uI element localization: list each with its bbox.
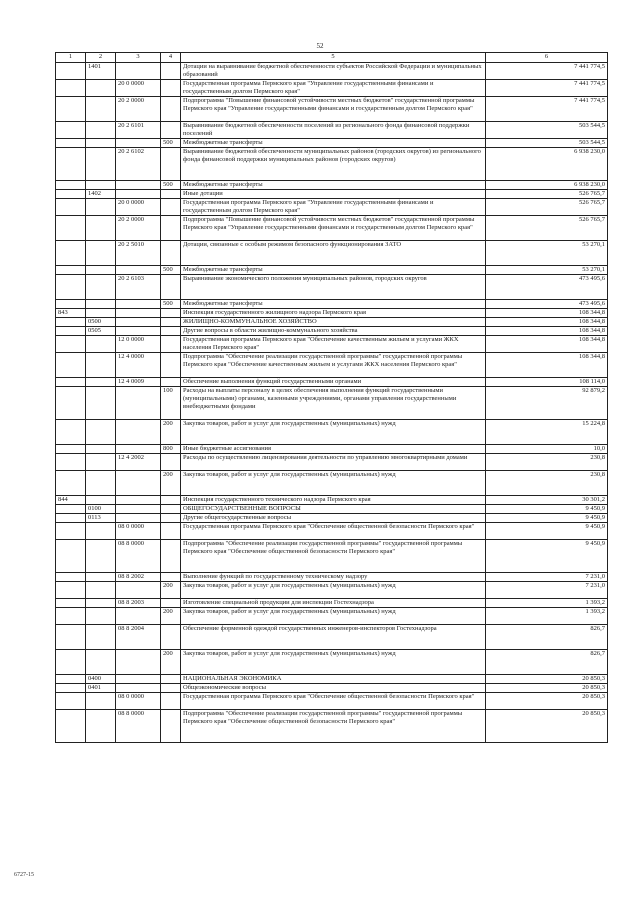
cell-ministry-code: 844 [56, 496, 86, 505]
table-row [56, 300, 608, 309]
cell-target-article [116, 266, 161, 275]
cell-amount: 53 270,1 [486, 241, 608, 266]
cell-ministry-code [56, 336, 86, 353]
cell-item-name: Межбюджетные трансферты [181, 266, 486, 275]
cell-section-code [86, 199, 116, 216]
cell-section-code: 0505 [86, 327, 116, 336]
table-row [56, 650, 608, 675]
cell-item-name: ЖИЛИЩНО-КОММУНАЛЬНОЕ ХОЗЯЙСТВО [181, 318, 486, 327]
cell-expense-type [161, 573, 181, 582]
table-body [56, 63, 608, 743]
cell-expense-type [161, 684, 181, 693]
cell-ministry-code [56, 684, 86, 693]
cell-target-article: 08 8 2003 [116, 599, 161, 608]
table-row [56, 139, 608, 148]
cell-target-article [116, 675, 161, 684]
cell-item-name: Закупка товаров, работ и услуг для государственных (муниципальных) нужд [181, 420, 486, 445]
cell-ministry-code [56, 454, 86, 471]
cell-target-article: 20 2 0000 [116, 97, 161, 122]
cell-section-code: 1401 [86, 63, 116, 80]
cell-target-article: 08 8 2002 [116, 573, 161, 582]
cell-item-name: Выравнивание бюджетной обеспеченности поселений из регионального фонда финансовой поддержки поселений [181, 122, 486, 139]
cell-ministry-code [56, 241, 86, 266]
cell-section-code [86, 97, 116, 122]
cell-target-article [116, 139, 161, 148]
cell-item-name: Подпрограмма "Обеспечение реализации государственной программы" государственной программы Пермского края "Обеспечение общественной безопасности Пермского края" [181, 540, 486, 573]
cell-item-name: Изготовление специальной продукции для инспекции Гостехнадзора [181, 599, 486, 608]
table-row [56, 190, 608, 199]
cell-expense-type [161, 496, 181, 505]
table-row [56, 540, 608, 573]
cell-ministry-code [56, 181, 86, 190]
table-row [56, 471, 608, 496]
cell-section-code [86, 266, 116, 275]
cell-amount: 20 850,3 [486, 710, 608, 743]
table-row [56, 523, 608, 540]
cell-expense-type [161, 454, 181, 471]
cell-amount: 1 393,2 [486, 608, 608, 625]
cell-expense-type [161, 336, 181, 353]
cell-expense-type: 800 [161, 445, 181, 454]
cell-expense-type: 100 [161, 387, 181, 420]
cell-expense-type: 200 [161, 650, 181, 675]
cell-target-article [116, 181, 161, 190]
table-row [56, 599, 608, 608]
table-row [56, 625, 608, 650]
cell-ministry-code [56, 445, 86, 454]
cell-item-name: Иные бюджетные ассигнования [181, 445, 486, 454]
cell-expense-type: 200 [161, 608, 181, 625]
cell-section-code: 1402 [86, 190, 116, 199]
cell-expense-type: 500 [161, 181, 181, 190]
cell-expense-type [161, 275, 181, 300]
cell-section-code [86, 608, 116, 625]
table-row [56, 266, 608, 275]
cell-amount: 6 938 230,0 [486, 181, 608, 190]
cell-expense-type [161, 80, 181, 97]
cell-ministry-code [56, 710, 86, 743]
cell-ministry-code [56, 148, 86, 181]
cell-target-article: 08 8 2004 [116, 625, 161, 650]
cell-expense-type [161, 505, 181, 514]
cell-item-name: Дотации, связанные с особым режимом безопасного функционирования ЗАТО [181, 241, 486, 266]
cell-item-name: Расходы по осуществлению лицензирования деятельности по управлению многоквартирными домами [181, 454, 486, 471]
cell-expense-type [161, 540, 181, 573]
cell-amount: 108 344,8 [486, 353, 608, 378]
cell-ministry-code [56, 514, 86, 523]
cell-target-article: 12 4 0000 [116, 353, 161, 378]
cell-ministry-code [56, 582, 86, 599]
cell-ministry-code [56, 318, 86, 327]
cell-ministry-code [56, 387, 86, 420]
cell-amount: 9 450,9 [486, 514, 608, 523]
cell-target-article [116, 327, 161, 336]
budget-table [55, 52, 608, 743]
cell-expense-type [161, 199, 181, 216]
cell-ministry-code [56, 275, 86, 300]
cell-ministry-code [56, 420, 86, 445]
cell-amount: 108 344,8 [486, 309, 608, 318]
cell-expense-type: 500 [161, 300, 181, 309]
table-row [56, 275, 608, 300]
cell-section-code [86, 309, 116, 318]
cell-amount: 9 450,9 [486, 540, 608, 573]
cell-amount: 473 495,6 [486, 275, 608, 300]
cell-amount: 526 765,7 [486, 199, 608, 216]
cell-item-name: Подпрограмма "Повышение финансовой устойчивости местных бюджетов" государственной программы Пермского края "Управление государственными финансами и государственным долгом Пермского края" [181, 97, 486, 122]
cell-target-article: 20 2 6101 [116, 122, 161, 139]
cell-target-article [116, 309, 161, 318]
cell-amount: 108 344,8 [486, 318, 608, 327]
cell-target-article [116, 318, 161, 327]
cell-amount: 503 544,5 [486, 139, 608, 148]
cell-expense-type [161, 190, 181, 199]
cell-item-name: Государственная программа Пермского края "Управление государственными финансами и государственным долгом Пермского края" [181, 80, 486, 97]
cell-section-code [86, 625, 116, 650]
cell-amount: 7 441 774,5 [486, 63, 608, 80]
cell-expense-type [161, 309, 181, 318]
cell-section-code: 0100 [86, 505, 116, 514]
cell-item-name: Инспекция государственного жилищного надзора Пермского края [181, 309, 486, 318]
cell-section-code: 0500 [86, 318, 116, 327]
cell-item-name: Межбюджетные трансферты [181, 300, 486, 309]
cell-amount: 7 231,0 [486, 582, 608, 599]
table-row [56, 693, 608, 710]
cell-target-article [116, 471, 161, 496]
cell-ministry-code [56, 378, 86, 387]
cell-item-name: Закупка товаров, работ и услуг для государственных (муниципальных) нужд [181, 608, 486, 625]
cell-section-code [86, 582, 116, 599]
cell-target-article: 20 2 5010 [116, 241, 161, 266]
cell-amount: 108 344,8 [486, 336, 608, 353]
cell-expense-type [161, 378, 181, 387]
cell-ministry-code [56, 199, 86, 216]
cell-item-name: Государственная программа Пермского края "Обеспечение общественной безопасности Пермского края" [181, 693, 486, 710]
cell-item-name: Другие общегосударственные вопросы [181, 514, 486, 523]
cell-amount: 7 441 774,5 [486, 80, 608, 97]
cell-amount: 503 544,5 [486, 122, 608, 139]
cell-section-code [86, 693, 116, 710]
cell-amount: 473 495,6 [486, 300, 608, 309]
cell-expense-type [161, 625, 181, 650]
table-row [56, 573, 608, 582]
cell-ministry-code [56, 599, 86, 608]
cell-section-code [86, 80, 116, 97]
cell-target-article [116, 300, 161, 309]
cell-section-code [86, 275, 116, 300]
table-row [56, 420, 608, 445]
cell-expense-type [161, 122, 181, 139]
cell-expense-type [161, 148, 181, 181]
cell-amount: 526 765,7 [486, 216, 608, 241]
cell-section-code [86, 378, 116, 387]
table-row [56, 684, 608, 693]
cell-ministry-code [56, 139, 86, 148]
cell-section-code [86, 523, 116, 540]
cell-item-name: Межбюджетные трансферты [181, 139, 486, 148]
cell-expense-type [161, 514, 181, 523]
cell-expense-type [161, 353, 181, 378]
cell-amount: 15 224,8 [486, 420, 608, 445]
cell-target-article [116, 582, 161, 599]
cell-item-name: Расходы на выплаты персоналу в целях обеспечения выполнения функций государственными (муниципальными) органами, казенными учреждениями, органами управления государственными внебюджетными фондами [181, 387, 486, 420]
cell-amount: 826,7 [486, 625, 608, 650]
cell-item-name: Межбюджетные трансферты [181, 181, 486, 190]
cell-expense-type [161, 327, 181, 336]
cell-item-name: Закупка товаров, работ и услуг для государственных (муниципальных) нужд [181, 650, 486, 675]
cell-expense-type [161, 216, 181, 241]
cell-ministry-code [56, 675, 86, 684]
header-col-2: 2 [86, 53, 116, 63]
table-row [56, 387, 608, 420]
header-col-1: 1 [56, 53, 86, 63]
cell-item-name: Государственная программа Пермского края "Обеспечение качественным жильем и услугами ЖКХ населения Пермского края" [181, 336, 486, 353]
cell-item-name: Общеэкономические вопросы [181, 684, 486, 693]
cell-item-name: Закупка товаров, работ и услуг для государственных (муниципальных) нужд [181, 582, 486, 599]
cell-item-name: Государственная программа Пермского края "Обеспечение общественной безопасности Пермского края" [181, 523, 486, 540]
table-row [56, 378, 608, 387]
cell-amount: 20 850,3 [486, 675, 608, 684]
table-row [56, 122, 608, 139]
cell-target-article [116, 505, 161, 514]
cell-ministry-code: 843 [56, 309, 86, 318]
table-row [56, 216, 608, 241]
cell-amount: 826,7 [486, 650, 608, 675]
cell-ministry-code [56, 216, 86, 241]
cell-amount: 108 344,8 [486, 327, 608, 336]
cell-section-code [86, 241, 116, 266]
cell-expense-type [161, 599, 181, 608]
table-row [56, 445, 608, 454]
header-col-4: 4 [161, 53, 181, 63]
cell-amount: 9 450,9 [486, 505, 608, 514]
cell-ministry-code [56, 122, 86, 139]
cell-target-article [116, 387, 161, 420]
cell-target-article: 12 4 0009 [116, 378, 161, 387]
cell-item-name: Обеспечение форменной одеждой государственных инженеров-инспекторов Гостехнадзора [181, 625, 486, 650]
cell-amount: 53 270,1 [486, 266, 608, 275]
cell-amount: 7 441 774,5 [486, 97, 608, 122]
cell-amount: 30 301,2 [486, 496, 608, 505]
cell-target-article: 08 0 0000 [116, 693, 161, 710]
cell-section-code [86, 148, 116, 181]
cell-item-name: Закупка товаров, работ и услуг для государственных (муниципальных) нужд [181, 471, 486, 496]
table-row [56, 241, 608, 266]
cell-target-article: 20 0 0000 [116, 80, 161, 97]
cell-ministry-code [56, 266, 86, 275]
cell-target-article [116, 496, 161, 505]
cell-item-name: Государственная программа Пермского края "Управление государственными финансами и государственным долгом Пермского края" [181, 199, 486, 216]
cell-expense-type [161, 710, 181, 743]
cell-amount: 92 879,2 [486, 387, 608, 420]
cell-target-article: 20 0 0000 [116, 199, 161, 216]
header-col-6: 6 [486, 53, 608, 63]
cell-expense-type: 500 [161, 139, 181, 148]
table-row [56, 505, 608, 514]
cell-target-article: 12 0 0000 [116, 336, 161, 353]
cell-ministry-code [56, 505, 86, 514]
cell-section-code [86, 216, 116, 241]
cell-section-code [86, 353, 116, 378]
table-row [56, 181, 608, 190]
cell-ministry-code [56, 573, 86, 582]
cell-item-name: Выравнивание экономического положения муниципальных районов, городских округов [181, 275, 486, 300]
table-row [56, 675, 608, 684]
cell-expense-type [161, 63, 181, 80]
cell-ministry-code [56, 97, 86, 122]
cell-amount: 20 850,3 [486, 684, 608, 693]
table-row [56, 710, 608, 743]
cell-amount: 7 231,0 [486, 573, 608, 582]
table-row [56, 80, 608, 97]
cell-amount: 20 850,3 [486, 693, 608, 710]
cell-section-code [86, 471, 116, 496]
cell-amount: 10,0 [486, 445, 608, 454]
table-row [56, 582, 608, 599]
cell-target-article [116, 684, 161, 693]
cell-item-name: Выполнение функций по государственному техническому надзору [181, 573, 486, 582]
table-row [56, 353, 608, 378]
cell-section-code: 0401 [86, 684, 116, 693]
cell-expense-type [161, 241, 181, 266]
cell-ministry-code [56, 300, 86, 309]
cell-amount: 1 393,2 [486, 599, 608, 608]
cell-section-code [86, 540, 116, 573]
cell-section-code [86, 650, 116, 675]
cell-section-code: 0400 [86, 675, 116, 684]
cell-target-article [116, 63, 161, 80]
cell-target-article: 08 8 0000 [116, 540, 161, 573]
cell-expense-type: 200 [161, 420, 181, 445]
cell-target-article [116, 420, 161, 445]
cell-expense-type [161, 693, 181, 710]
cell-item-name: Обеспечение выполнения функций государственными органами [181, 378, 486, 387]
cell-expense-type [161, 675, 181, 684]
cell-expense-type: 200 [161, 582, 181, 599]
table-row [56, 496, 608, 505]
table-row [56, 63, 608, 80]
cell-amount: 108 114,0 [486, 378, 608, 387]
cell-amount: 9 450,9 [486, 523, 608, 540]
cell-item-name: Дотации на выравнивание бюджетной обеспеченности субъектов Российской Федерации и муниципальных образований [181, 63, 486, 80]
cell-target-article: 20 2 0000 [116, 216, 161, 241]
cell-expense-type [161, 97, 181, 122]
cell-target-article: 20 2 6103 [116, 275, 161, 300]
header-col-5: 5 [181, 53, 486, 63]
cell-target-article [116, 445, 161, 454]
cell-ministry-code [56, 80, 86, 97]
table-row [56, 514, 608, 523]
table-row [56, 309, 608, 318]
cell-ministry-code [56, 540, 86, 573]
table-row [56, 199, 608, 216]
cell-ministry-code [56, 471, 86, 496]
cell-section-code [86, 496, 116, 505]
footer-code: 6727-15 [14, 872, 34, 878]
cell-item-name: Инспекция государственного технического надзора Пермского края [181, 496, 486, 505]
cell-item-name: Иные дотации [181, 190, 486, 199]
cell-target-article [116, 190, 161, 199]
cell-section-code [86, 181, 116, 190]
cell-item-name: НАЦИОНАЛЬНАЯ ЭКОНОМИКА [181, 675, 486, 684]
page-number: 52 [316, 42, 324, 50]
cell-target-article [116, 514, 161, 523]
cell-expense-type: 200 [161, 471, 181, 496]
table-row [56, 454, 608, 471]
cell-amount: 526 765,7 [486, 190, 608, 199]
cell-item-name: Другие вопросы в области жилищно-коммунального хозяйства [181, 327, 486, 336]
cell-item-name: Подпрограмма "Обеспечение реализации государственной программы" государственной программы Пермского края "Обеспечение качественным жильем и услугами ЖКХ населения Пермского края" [181, 353, 486, 378]
cell-amount: 6 938 230,0 [486, 148, 608, 181]
cell-ministry-code [56, 63, 86, 80]
cell-section-code [86, 122, 116, 139]
cell-item-name: Подпрограмма "Обеспечение реализации государственной программы" государственной программы Пермского края "Обеспечение общественной безопасности Пермского края" [181, 710, 486, 743]
cell-section-code [86, 454, 116, 471]
cell-section-code [86, 599, 116, 608]
cell-ministry-code [56, 190, 86, 199]
cell-ministry-code [56, 625, 86, 650]
cell-target-article: 08 0 0000 [116, 523, 161, 540]
cell-ministry-code [56, 693, 86, 710]
cell-ministry-code [56, 327, 86, 336]
cell-section-code [86, 445, 116, 454]
table-row [56, 608, 608, 625]
header-col-3: 3 [116, 53, 161, 63]
cell-section-code [86, 420, 116, 445]
cell-expense-type: 500 [161, 266, 181, 275]
table-row [56, 336, 608, 353]
cell-target-article [116, 650, 161, 675]
table-row [56, 327, 608, 336]
table-row [56, 148, 608, 181]
cell-section-code [86, 336, 116, 353]
cell-ministry-code [56, 523, 86, 540]
cell-amount: 230,8 [486, 471, 608, 496]
cell-section-code [86, 710, 116, 743]
cell-ministry-code [56, 650, 86, 675]
cell-target-article: 08 8 0000 [116, 710, 161, 743]
table-row [56, 97, 608, 122]
cell-target-article [116, 608, 161, 625]
cell-section-code [86, 300, 116, 309]
cell-ministry-code [56, 608, 86, 625]
cell-expense-type [161, 318, 181, 327]
cell-section-code [86, 139, 116, 148]
table-row [56, 318, 608, 327]
cell-section-code: 0113 [86, 514, 116, 523]
cell-section-code [86, 573, 116, 582]
cell-item-name: Выравнивание бюджетной обеспеченности муниципальных районов (городских округов) из регионального фонда финансовой поддержки муниципальных районов (городских округов) [181, 148, 486, 181]
cell-amount: 230,8 [486, 454, 608, 471]
cell-ministry-code [56, 353, 86, 378]
header-row [56, 53, 608, 63]
cell-item-name: Подпрограмма "Повышение финансовой устойчивости местных бюджетов" государственной программы Пермского края "Управление государственными финансами и государственным долгом Пермского края" [181, 216, 486, 241]
cell-section-code [86, 387, 116, 420]
cell-item-name: ОБЩЕГОСУДАРСТВЕННЫЕ ВОПРОСЫ [181, 505, 486, 514]
cell-expense-type [161, 523, 181, 540]
cell-target-article: 12 4 2002 [116, 454, 161, 471]
cell-target-article: 20 2 6102 [116, 148, 161, 181]
